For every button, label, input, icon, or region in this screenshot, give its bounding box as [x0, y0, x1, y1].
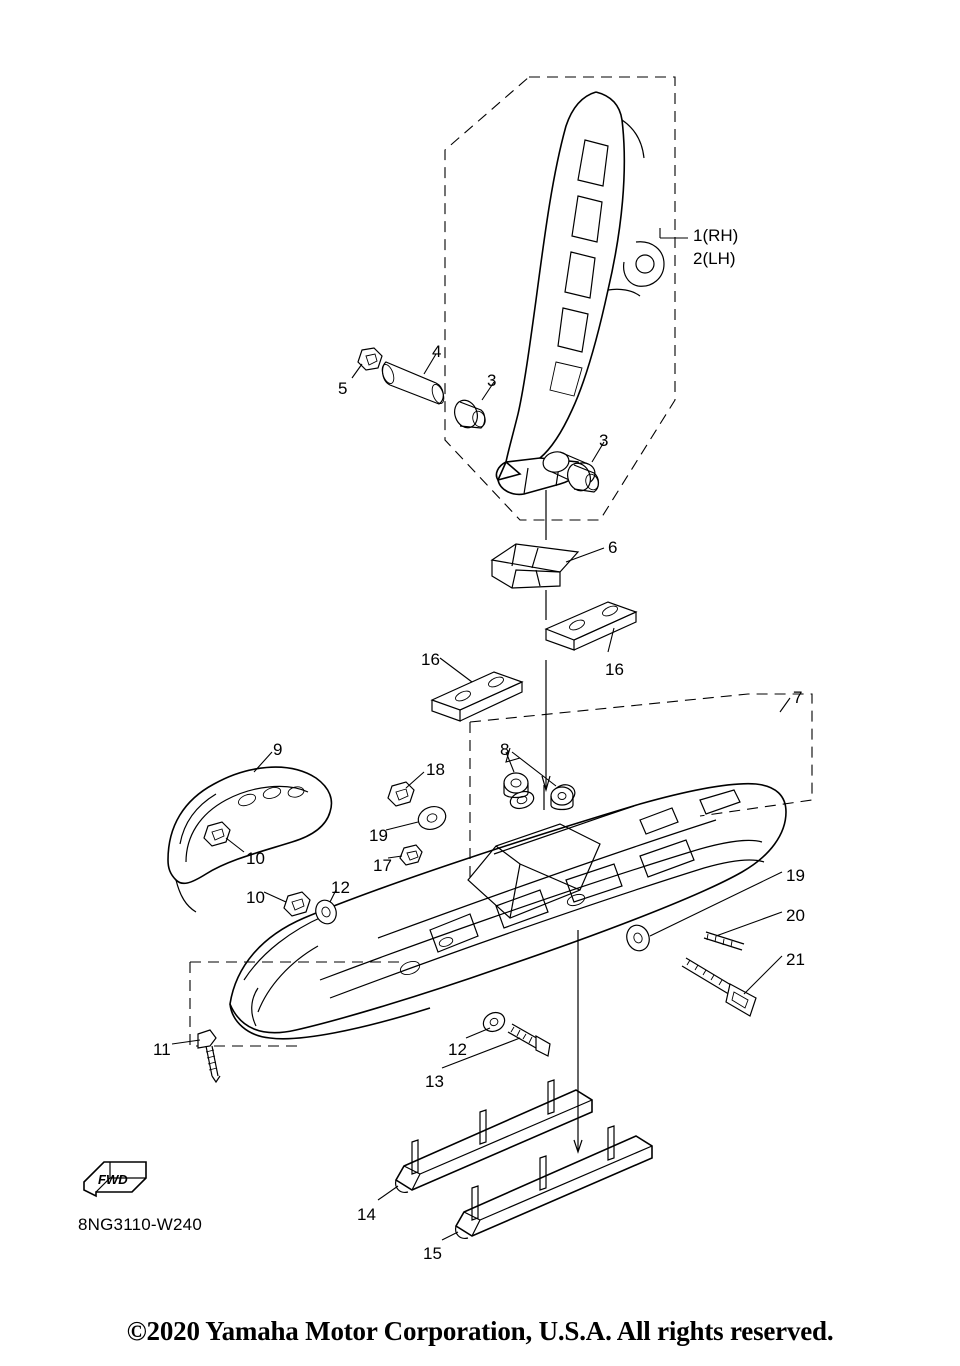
- callout-7: 7: [793, 688, 803, 707]
- callout-15: 15: [423, 1244, 442, 1263]
- callout-1rh: 1(RH): [693, 226, 739, 245]
- pin-20: [704, 932, 744, 950]
- washer-19-right: [623, 922, 653, 954]
- callout-9: 9: [273, 740, 283, 759]
- bushing-right: [564, 460, 600, 494]
- nut-5: [358, 348, 382, 370]
- callout-19: 19: [786, 866, 805, 885]
- callout-16: 16: [605, 660, 624, 679]
- callout-10: 10: [246, 888, 265, 907]
- part-code: 8NG3110-W240: [78, 1215, 202, 1234]
- washer-12-lower: [480, 1009, 508, 1035]
- nut-10-lower: [284, 892, 310, 916]
- callout-20: 20: [786, 906, 805, 925]
- stopper-6: [492, 544, 578, 588]
- bolt-21: [682, 958, 756, 1016]
- callout-13: 13: [425, 1072, 444, 1091]
- bolt-11: [198, 1030, 220, 1082]
- shim-16-upper: [546, 602, 636, 650]
- callout-12: 12: [331, 878, 350, 897]
- bushing-left: [451, 397, 487, 431]
- pivot-bushing-8b: [551, 787, 573, 810]
- shim-16-lower: [432, 672, 522, 721]
- callout-11: 11: [153, 1040, 171, 1059]
- callout-14: 14: [357, 1205, 376, 1224]
- callout-12: 12: [448, 1040, 467, 1059]
- callout-3: 3: [599, 431, 609, 450]
- callout-10: 10: [246, 849, 265, 868]
- callout-4: 4: [432, 342, 442, 361]
- fwd-label: FWD: [98, 1172, 128, 1187]
- callout-21: 21: [786, 950, 805, 969]
- callout-5: 5: [338, 379, 348, 398]
- callout-2lh: 2(LH): [693, 249, 736, 268]
- washer-19-left: [415, 803, 449, 833]
- copyright-notice: ©2020 Yamaha Motor Corporation, U.S.A. All rights reserved.: [126, 1316, 834, 1346]
- nut-17: [400, 845, 422, 865]
- callout-16: 16: [421, 650, 440, 669]
- wear-bar-14: [396, 1080, 592, 1192]
- leader-lines: [172, 228, 790, 1240]
- callout-19: 19: [369, 826, 388, 845]
- nut-10-upper: [204, 822, 230, 846]
- collar-tube: [380, 362, 446, 405]
- washer-12-upper: [312, 897, 339, 926]
- nut-18: [388, 782, 414, 806]
- callout-17: 17: [373, 856, 392, 875]
- ski-leg-assembly: [496, 92, 664, 494]
- callout-3: 3: [487, 371, 497, 390]
- callout-8: 8: [500, 740, 510, 759]
- callout-6: 6: [608, 538, 618, 557]
- callout-18: 18: [426, 760, 445, 779]
